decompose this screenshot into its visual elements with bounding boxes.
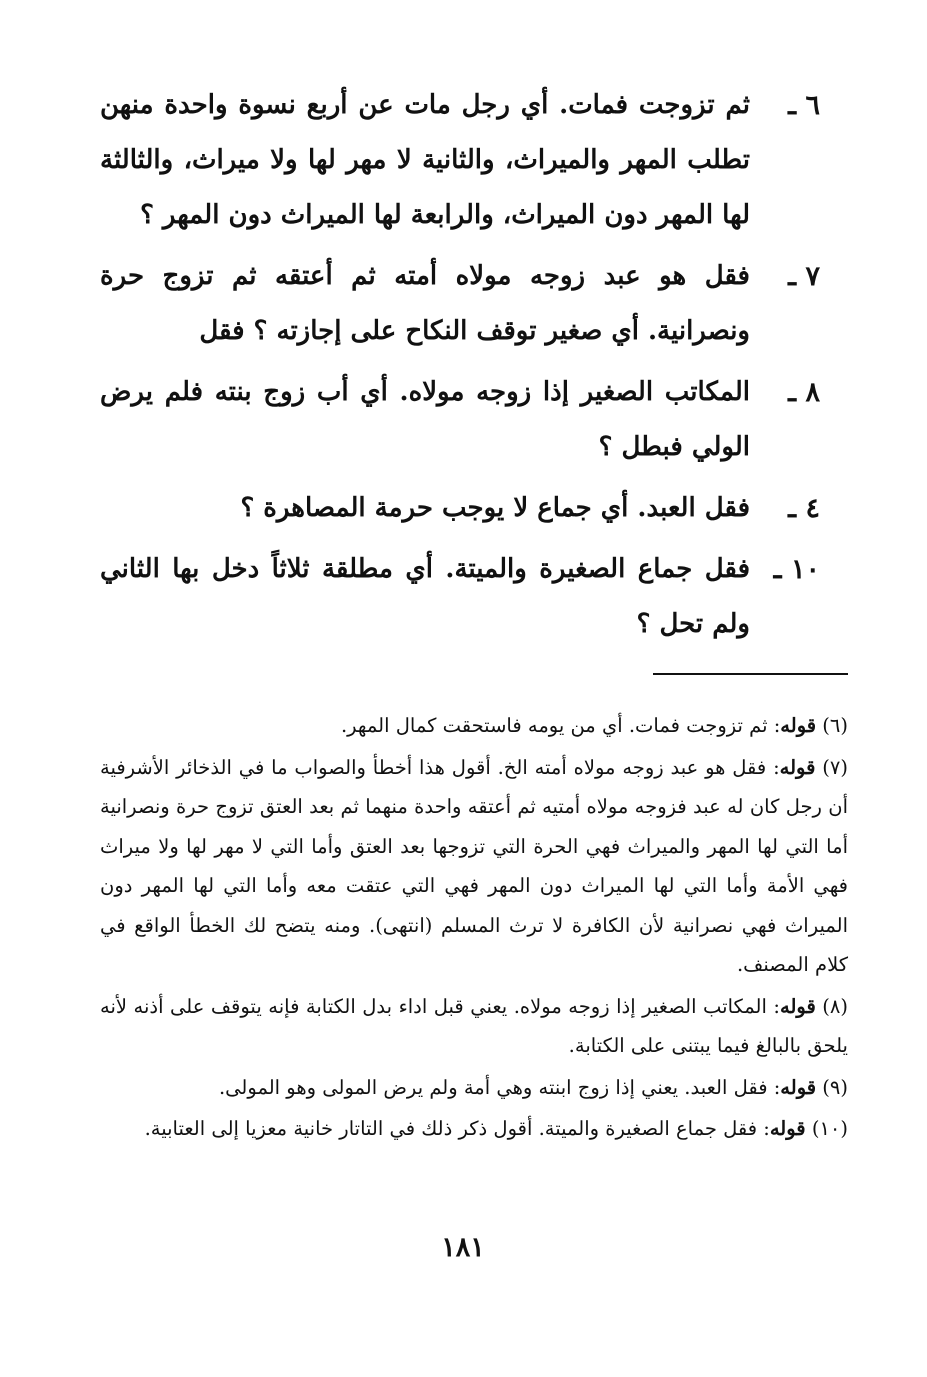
item-text: فقل جماع الصغيرة والميتة. أي مطلقة ثلاثاً دخل بها الثاني ولم تحل ؟ (100, 554, 750, 639)
footnote-text: : فقل هو عبد زوجه مولاه أمته الخ. أقول هذا أخطأ والصواب ما في الذخائر الأشرفية أن رجل كان له عبد فزوجه مولاه أمتيه ثم أعتقه واحدة منهما ثم بعد العتق تزوج حرة ونصرانية أما التي لها المهر والميراث فهي الحرة التي تزوجها بعد العتق وأما التي لا مهر لها ولا ميراث فهي الأمة وأما التي لها الميراث دون المهر فهي التي عتقت معه وأما التي لها المهر دون الميراث فهي نصرانية لأن الكافرة لا ترث المسلم (انتهى). ومنه يتضح لك الخطأ الواقع في كلام المصنف. (100, 755, 848, 976)
list-item (100, 365, 820, 475)
footnote-text: : ثم تزوجت فمات. أي من يومه فاستحقت كمال المهر. (340, 714, 781, 737)
page-number: ١٨١ (441, 1232, 485, 1263)
footnote-keyword: قوله (779, 994, 816, 1018)
item-number: ٨ ـ (788, 377, 820, 408)
list-item (100, 249, 820, 359)
footnote-keyword: قوله (769, 1117, 806, 1140)
item-text: فقل هو عبد زوجه مولاه أمته ثم أعتقه ثم تزوج حرة ونصرانية. أي صغير توقف النكاح على إجازته ؟ فقل (100, 261, 750, 346)
footnotes (100, 706, 848, 1151)
main-text (100, 78, 820, 658)
item-number: ٧ ـ (788, 261, 820, 292)
footnote-divider (653, 673, 848, 675)
footnote-keyword: قوله (779, 755, 816, 779)
list-item (100, 481, 820, 536)
item-number: ٤ ـ (788, 493, 820, 524)
list-item (100, 78, 820, 243)
footnote-keyword: قوله (780, 714, 817, 737)
list-item (100, 542, 820, 652)
footnote (100, 1109, 848, 1149)
footnote (100, 987, 848, 1066)
footnote-text: : فقل جماع الصغيرة والميتة. أقول ذكر ذلك في التاتار خانية معزيا إلى العتابية. (144, 1117, 770, 1140)
footnote-text: : فقل العبد. يعني إذا زوج ابنته وهي أمة ولم يرض المولى وهو المولى. (218, 1075, 781, 1099)
footnote-number: (٦) (822, 714, 848, 737)
item-text: فقل العبد. أي جماع لا يوجب حرمة المصاهرة ؟ (240, 493, 750, 523)
footnote (100, 706, 848, 746)
footnote-number: (٧) (822, 755, 848, 779)
footnote-number: (٨) (822, 994, 848, 1018)
footnote-number: (٩) (822, 1075, 848, 1099)
footnote-text: : المكاتب الصغير إذا زوجه مولاه. يعني قبل اداء بدل الكتابة فإنه يتوقف على أذنه لأنه يلحق بالبالغ فيما يبتنى على الكتابة. (100, 994, 848, 1057)
item-number: ١٠ ـ (773, 554, 820, 585)
footnote-keyword: قوله (780, 1075, 817, 1099)
item-text: ثم تزوجت فمات. أي رجل مات عن أربع نسوة واحدة منهن تطلب المهر والميراث، والثانية لا مهر لها ولا ميراث، والثالثة لها المهر دون الميراث، والرابعة لها الميراث دون المهر ؟ (100, 90, 750, 230)
item-number: ٦ ـ (788, 90, 820, 121)
item-text: المكاتب الصغير إذا زوجه مولاه. أي أب زوج بنته فلم يرض الولي فبطل ؟ (100, 377, 750, 462)
footnote (100, 748, 848, 985)
footnote (100, 1068, 848, 1108)
footnote-number: (١٠) (811, 1117, 848, 1140)
